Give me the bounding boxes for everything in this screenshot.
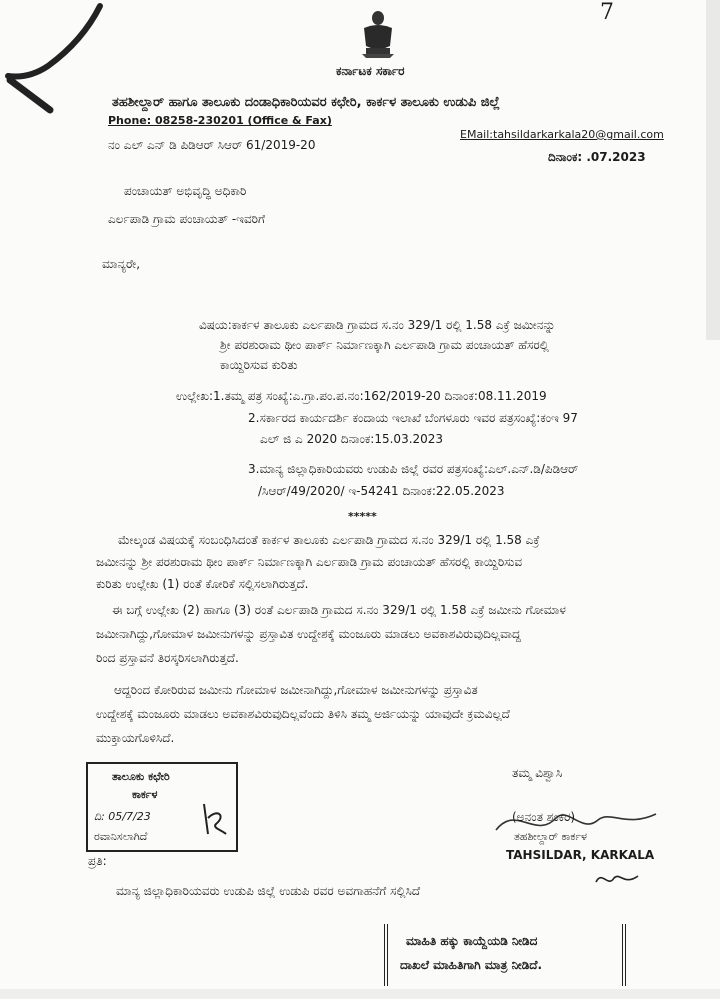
handwritten-mark (0, 0, 130, 120)
office-phone: Phone: 08258-230201 (Office & Fax) (108, 114, 332, 127)
office-email: EMail:tahsildarkarkala20@gmail.com (460, 128, 664, 141)
salutation: ಮಾನ್ಯರೇ, (102, 257, 141, 271)
page-number: 7 (600, 0, 614, 25)
separator: ***** (348, 510, 377, 523)
subject-line: ಶ್ರೀ ಪರಶುರಾಮ ಥೀಂ ಪಾರ್ಕ್ ನಿರ್ಮಾಣಕ್ಕಾಗಿ ಎರ್ಲಪಾಡಿ ಗ್ರಾಮ ಪಂಚಾಯತ್ ಹೆಸರಲ್ಲಿ (220, 338, 549, 352)
paragraph-line: ಉದ್ದೇಶಕ್ಕೆ ಮಂಜೂರು ಮಾಡಲು ಅವಕಾಶವಿರುವುದಿಲ್ಲವೆಂದು ತಿಳಿಸಿ ತಮ್ಮ ಅರ್ಜಿಯನ್ನು ಯಾವುದೇ ಕ್ರಮವಿಲ್ಲದೆ (96, 707, 510, 721)
paragraph-line: ಮೇಲ್ಕಂಡ ವಿಷಯಕ್ಕೆ ಸಂಬಂಧಿಸಿದಂತೆ ಕಾರ್ಕಳ ತಾಲೂಕು ಎರ್ಲಪಾಡಿ ಗ್ರಾಮದ ಸ.ನಂ 329/1 ರಲ್ಲಿ 1.58 ಎಕ್ರೆ (118, 533, 540, 547)
copy-label: ಪ್ರತಿ: (88, 854, 107, 868)
paragraph-line: ಕುರಿತು ಉಲ್ಲೇಖ (1) ರಂತೆ ಕೋರಿಕೆ ಸಲ್ಲಿಸಲಾಗಿರುತ್ತದೆ. (96, 577, 309, 591)
paragraph-line: ರಿಂದ ಪ್ರಸ್ತಾವನೆ ತಿರಸ್ಕರಿಸಲಾಗಿರುತ್ತದೆ. (96, 651, 239, 665)
paragraph-line: ಜಮೀನಾಗಿದ್ದು,ಗೋಮಾಳ ಜಮೀನುಗಳನ್ನು ಪ್ರಸ್ತಾವಿತ ಉದ್ದೇಶಕ್ಕೆ ಮಂಜೂರು ಮಾಡಲು ಅವಕಾಶವಿರುವುದಿಲ್ಲವಾದ್ದ (96, 627, 521, 641)
reference-item: ಉಲ್ಲೇಖ:1.ತಮ್ಮ ಪತ್ರ ಸಂಖ್ಯೆ:ಎ.ಗ್ರಾ.ಪಂ.ಪ.ನಂ:162/2019-20 ದಿನಾಂಕ:08.11.2019 (176, 389, 547, 403)
scan-edge-shadow (706, 0, 720, 340)
rti-seal-line: ಮಾಹಿತಿ ಹಕ್ಕು ಕಾಯ್ದೆಯಡಿ ನೀಡಿದ (406, 934, 538, 948)
recipient-office: ಎರ್ಲಪಾಡಿ ಗ್ರಾಮ ಪಂಚಾಯತ್ -ಇವರಿಗೆ (108, 212, 265, 226)
rti-seal-line: ದಾಖಲೆ ಮಾಹಿತಿಗಾಗಿ ಮಾತ್ರ ನೀಡಿದೆ. (400, 958, 543, 972)
recipient-title: ಪಂಚಾಯತ್ ಅಭಿವೃದ್ಧಿ ಅಧಿಕಾರಿ (124, 184, 247, 198)
paragraph-line: ಜಮೀನನ್ನು ಶ್ರೀ ಪರಶುರಾಮ ಥೀಂ ಪಾರ್ಕ್ ನಿರ್ಮಾಣಕ್ಕಾಗಿ ಎರ್ಲಪಾಡಿ ಗ್ರಾಮ ಪಂಚಾಯತ್ ಹೆಸರಲ್ಲಿ ಕಾಯ್ದಿರಿಸುವ (96, 555, 523, 569)
signatory-name: (ಅನಂತ ಶಂಕರ) (512, 810, 576, 824)
stamp-date: ದಿ: 05/7/23 (94, 810, 151, 823)
copy-recipient: ಮಾನ್ಯ ಜಿಲ್ಲಾಧಿಕಾರಿಯವರು ಉಡುಪಿ ಜಿಲ್ಲೆ ಉಡುಪಿ ರವರ ಅವಗಾಹನೆಗೆ ಸಲ್ಲಿಸಿದೆ (116, 884, 421, 898)
reference-item: 2.ಸರ್ಕಾರದ ಕಾರ್ಯದರ್ಶಿ ಕಂದಾಯ ಇಲಾಖೆ ಬೆಂಗಳೂರು ಇವರ ಪತ್ರಸಂಖ್ಯೆ:ಕಂಇ 97 (248, 411, 578, 425)
paragraph-line: ಮುಕ್ತಾಯಗೊಳಿಸಿದೆ. (96, 731, 175, 745)
reference-number: ನಂ ಎಲ್ ಎನ್ ಡಿ ಪಿಡಿಆರ್ ಸಿಆರ್ 61/2019-20 (108, 138, 316, 152)
rti-seal (384, 924, 626, 986)
subject-line: ವಿಷಯ:ಕಾರ್ಕಳ ತಾಲೂಕು ಎರ್ಲಪಾಡಿ ಗ್ರಾಮದ ಸ.ನಂ 329/1 ರಲ್ಲಿ 1.58 ಎಕ್ರೆ ಜಮೀನನ್ನು (199, 318, 556, 332)
government-name: ಕರ್ನಾಟಕ ಸರ್ಕಾರ (336, 64, 405, 78)
reference-item: ಎಲ್ ಜಿ ಎ 2020 ದಿನಾಂಕ:15.03.2023 (260, 432, 444, 446)
office-heading: ತಹಶೀಲ್ದಾರ್ ಹಾಗೂ ತಾಲೂಕು ದಂಡಾಧಿಕಾರಿಯವರ ಕಛೇರಿ, ಕಾರ್ಕಳ ತಾಲೂಕು ಉಡುಪಿ ಜಿಲ್ಲೆ (112, 95, 500, 110)
signatory-designation-kn: ತಹಶೀಲ್ದಾರ್ ಕಾರ್ಕಳ (514, 830, 587, 843)
government-emblem-icon (358, 8, 398, 60)
dispatch-stamp (86, 762, 238, 852)
stamp-place: ಕಾರ್ಕಳ (132, 788, 158, 801)
signatory-designation-en: TAHSILDAR, KARKALA (506, 848, 655, 862)
scan-bottom-edge (0, 989, 720, 999)
subject-line: ಕಾಯ್ದಿರಿಸುವ ಕುರಿತು (220, 358, 298, 372)
reference-item: 3.ಮಾನ್ಯ ಜಿಲ್ಲಾಧಿಕಾರಿಯವರು ಉಡುಪಿ ಜಿಲ್ಲೆ ರವರ ಪತ್ರಸಂಖ್ಯೆ:ಎಲ್.ಎನ್.ಡಿ/ಪಿಡಿಆರ್ (248, 462, 579, 476)
reference-item: /ಸಿಆರ್/49/2020/ ಇ-54241 ದಿನಾಂಕ:22.05.2023 (258, 484, 505, 498)
stamp-office: ತಾಲೂಕು ಕಛೇರಿ (112, 770, 170, 783)
handwritten-initials (592, 868, 642, 890)
stamp-dispatched: ರವಾನಿಸಲಾಗಿದೆ (94, 830, 148, 843)
letter-date: ದಿನಾಂಕ: .07.2023 (548, 150, 646, 164)
paragraph-line: ಈ ಬಗ್ಗೆ ಉಲ್ಲೇಖ (2) ಹಾಗೂ (3) ರಂತೆ ಎರ್ಲಪಾಡಿ ಗ್ರಾಮದ ಸ.ನಂ 329/1 ರಲ್ಲಿ 1.58 ಎಕ್ರೆ ಜಮೀನು ಗೋಮಾಳ (112, 603, 566, 617)
paragraph-line: ಆದ್ದರಿಂದ ಕೋರಿರುವ ಜಮೀನು ಗೋಮಾಳ ಜಮೀನಾಗಿದ್ದು,ಗೋಮಾಳ ಜಮೀನುಗಳನ್ನು ಪ್ರಸ್ತಾವಿತ (114, 683, 478, 697)
initials-signature (200, 800, 230, 840)
closing: ತಮ್ಮ ವಿಶ್ವಾಸಿ (512, 766, 563, 780)
